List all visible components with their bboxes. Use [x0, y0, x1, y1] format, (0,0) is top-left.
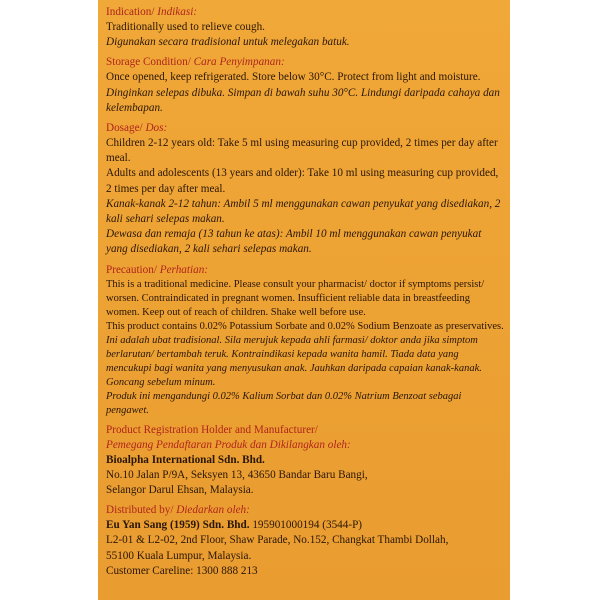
manufacturer-name: Bioalpha International Sdn. Bhd.	[106, 453, 265, 466]
registration-section	[106, 423, 504, 499]
storage-heading-ms: Cara Penyimpanan:	[193, 56, 285, 69]
dosage-adults-ms: Dewasa dan remaja (13 tahun ke atas): Ambil 10 ml menggunakan cawan penyukat yang disediakan, 2 kali sehari selepas makan.	[106, 228, 482, 256]
registration-heading-en: Product Registration Holder and Manufacturer/	[106, 423, 318, 436]
precaution-text-en-2: This product contains 0.02% Potassium Sorbate and 0.02% Sodium Benzoate as preservatives.	[106, 320, 504, 332]
storage-heading	[106, 55, 504, 70]
dosage-children-ms: Kanak-kanak 2-12 tahun: Ambil 5 ml menggunakan cawan penyukat yang disediakan, 2 kali sehari selepas makan.	[106, 197, 501, 226]
storage-text-ms: Dinginkan selepas dibuka. Simpan di bawah suhu 30°C. Lindungi daripada cahaya dan kelembapan.	[106, 86, 500, 114]
storage-section	[106, 55, 504, 116]
customer-careline: Customer Careline: 1300 888 213	[106, 564, 258, 577]
distributor-heading-en: Distributed by/	[106, 504, 174, 517]
distributor-section	[106, 503, 504, 579]
distributor-heading	[106, 503, 504, 518]
dosage-heading-en: Dosage/	[106, 122, 143, 135]
indication-section	[106, 5, 504, 50]
manufacturer-address-2: Selangor Darul Ehsan, Malaysia.	[106, 484, 254, 497]
storage-text-en: Once opened, keep refrigerated. Store below 30°C. Protect from light and moisture.	[106, 71, 481, 84]
dosage-section	[106, 121, 504, 258]
distributor-name: Eu Yan Sang (1959) Sdn. Bhd.	[106, 519, 250, 532]
precaution-text-ms-2: Produk ini mengandungi 0.02% Kalium Sorbat dan 0.02% Natrium Benzoat sebagai pengawet.	[106, 390, 462, 416]
dosage-heading	[106, 121, 504, 136]
manufacturer-address-1: No.10 Jalan P/9A, Seksyen 13, 43650 Bandar Baru Bangi,	[106, 468, 368, 481]
precaution-heading-en: Precaution/	[106, 263, 157, 276]
indication-heading-ms: Indikasi:	[157, 6, 198, 18]
indication-text-ms: Digunakan secara tradisional untuk melegakan batuk.	[106, 36, 350, 49]
registration-heading-ms: Pemegang Pendaftaran Produk dan Dikilangkan oleh:	[106, 438, 351, 451]
label-content	[98, 0, 510, 579]
indication-heading	[106, 5, 504, 20]
indication-text-en: Traditionally used to relieve cough.	[106, 21, 265, 33]
distributor-reg-no: 195901000194 (3544-P)	[252, 519, 363, 532]
distributor-address-2: 55100 Kuala Lumpur, Malaysia.	[106, 549, 252, 562]
precaution-heading-ms: Perhatian:	[159, 263, 209, 276]
storage-heading-en: Storage Condition/	[106, 56, 191, 69]
dosage-adults-en: Adults and adolescents (13 years and older): Take 10 ml using measuring cup provided, 2 times per day after meal.	[106, 167, 499, 195]
precaution-text-en-1: This is a traditional medicine. Please consult your pharmacist/ doctor if symptoms persist/ worsen. Contraindicated in pregnant women. Insufficient reliable data in breastfeeding women. Keep out of reach of children. Shake well before use.	[106, 278, 485, 318]
distributor-line	[106, 518, 504, 533]
distributor-heading-ms: Diedarkan oleh:	[176, 504, 250, 517]
indication-heading-en: Indication/	[106, 6, 155, 18]
precaution-heading	[106, 263, 504, 278]
distributor-address-1: L2-01 & L2-02, 2nd Floor, Shaw Parade, No.152, Changkat Thambi Dollah,	[106, 534, 449, 547]
dosage-children-en: Children 2-12 years old: Take 5 ml using measuring cup provided, 2 times per day after meal.	[106, 137, 498, 165]
precaution-section	[106, 263, 504, 418]
precaution-text-ms-1: Ini adalah ubat tradisional. Sila merujuk kepada ahli farmasi/ doktor anda jika simptom berlarutan/ bertambah teruk. Kontraindikasi kepada wanita hamil. Tiada data yang mencukupi bagi wanita yang menyusukan anak. Jauhkan daripada capaian kanak-kanak. Goncang sebelum minum.	[106, 334, 482, 388]
dosage-heading-ms: Dos:	[145, 122, 168, 135]
product-label-panel	[98, 0, 510, 600]
